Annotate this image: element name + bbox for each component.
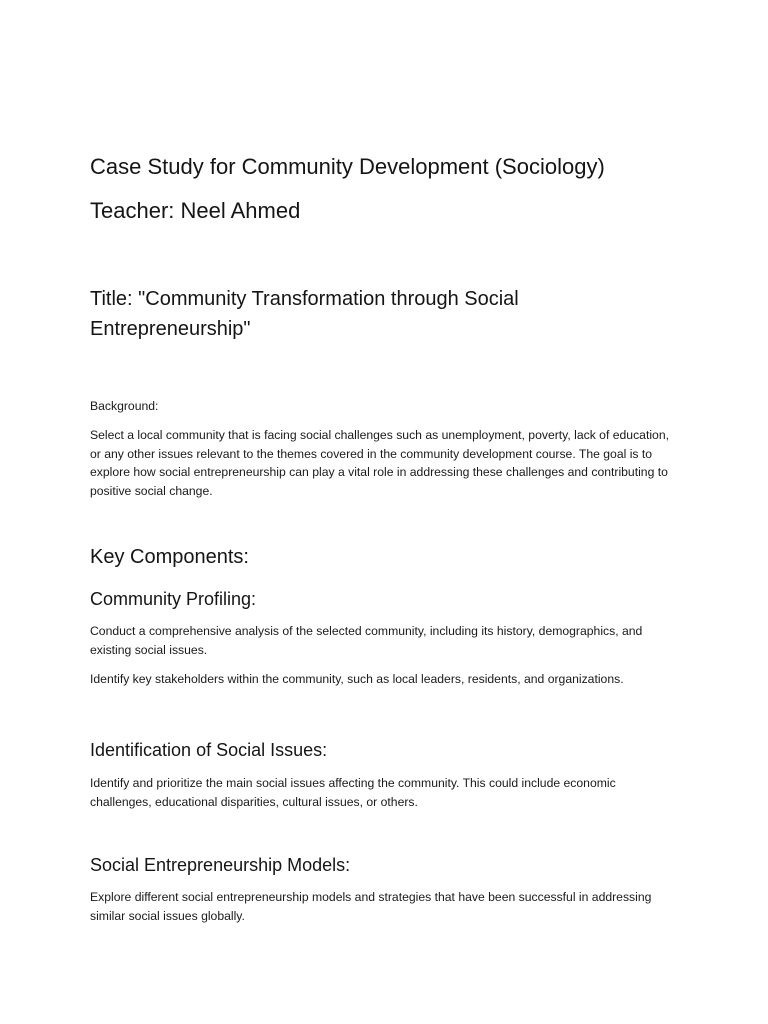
- course-title: Case Study for Community Development (Sociology): [90, 154, 605, 179]
- social-issues-paragraph: Identify and prioritize the main social issues affecting the community. This could include economic challenges, educational disparities, cultural issues, or others.: [90, 776, 616, 809]
- section-heading-community-profiling: Community Profiling:: [90, 589, 257, 609]
- teacher-name: Teacher: Neel Ahmed: [90, 198, 301, 223]
- case-title: Title: "Community Transformation through Social Entrepreneurship": [90, 288, 519, 340]
- key-components-heading: Key Components:: [90, 546, 249, 568]
- background-paragraph: Select a local community that is facing social challenges such as unemployment, poverty, lack of education, or any other issues relevant to the themes covered in the community development course. The goal is to explore how social entrepreneurship can play a vital role in addressing these challenges and contributing to positive social change.: [90, 428, 669, 498]
- background-label: Background:: [90, 399, 159, 413]
- section-heading-social-issues: Identification of Social Issues:: [90, 740, 328, 760]
- entrepreneurship-models-paragraph: Explore different social entrepreneurship models and strategies that have been successful in addressing similar social issues globally.: [90, 890, 652, 923]
- community-profiling-paragraph-2: Identify key stakeholders within the community, such as local leaders, residents, and organizations.: [90, 672, 624, 686]
- community-profiling-paragraph-1: Conduct a comprehensive analysis of the selected community, including its history, demographics, and existing social issues.: [90, 624, 643, 657]
- section-heading-entrepreneurship-models: Social Entrepreneurship Models:: [90, 855, 351, 875]
